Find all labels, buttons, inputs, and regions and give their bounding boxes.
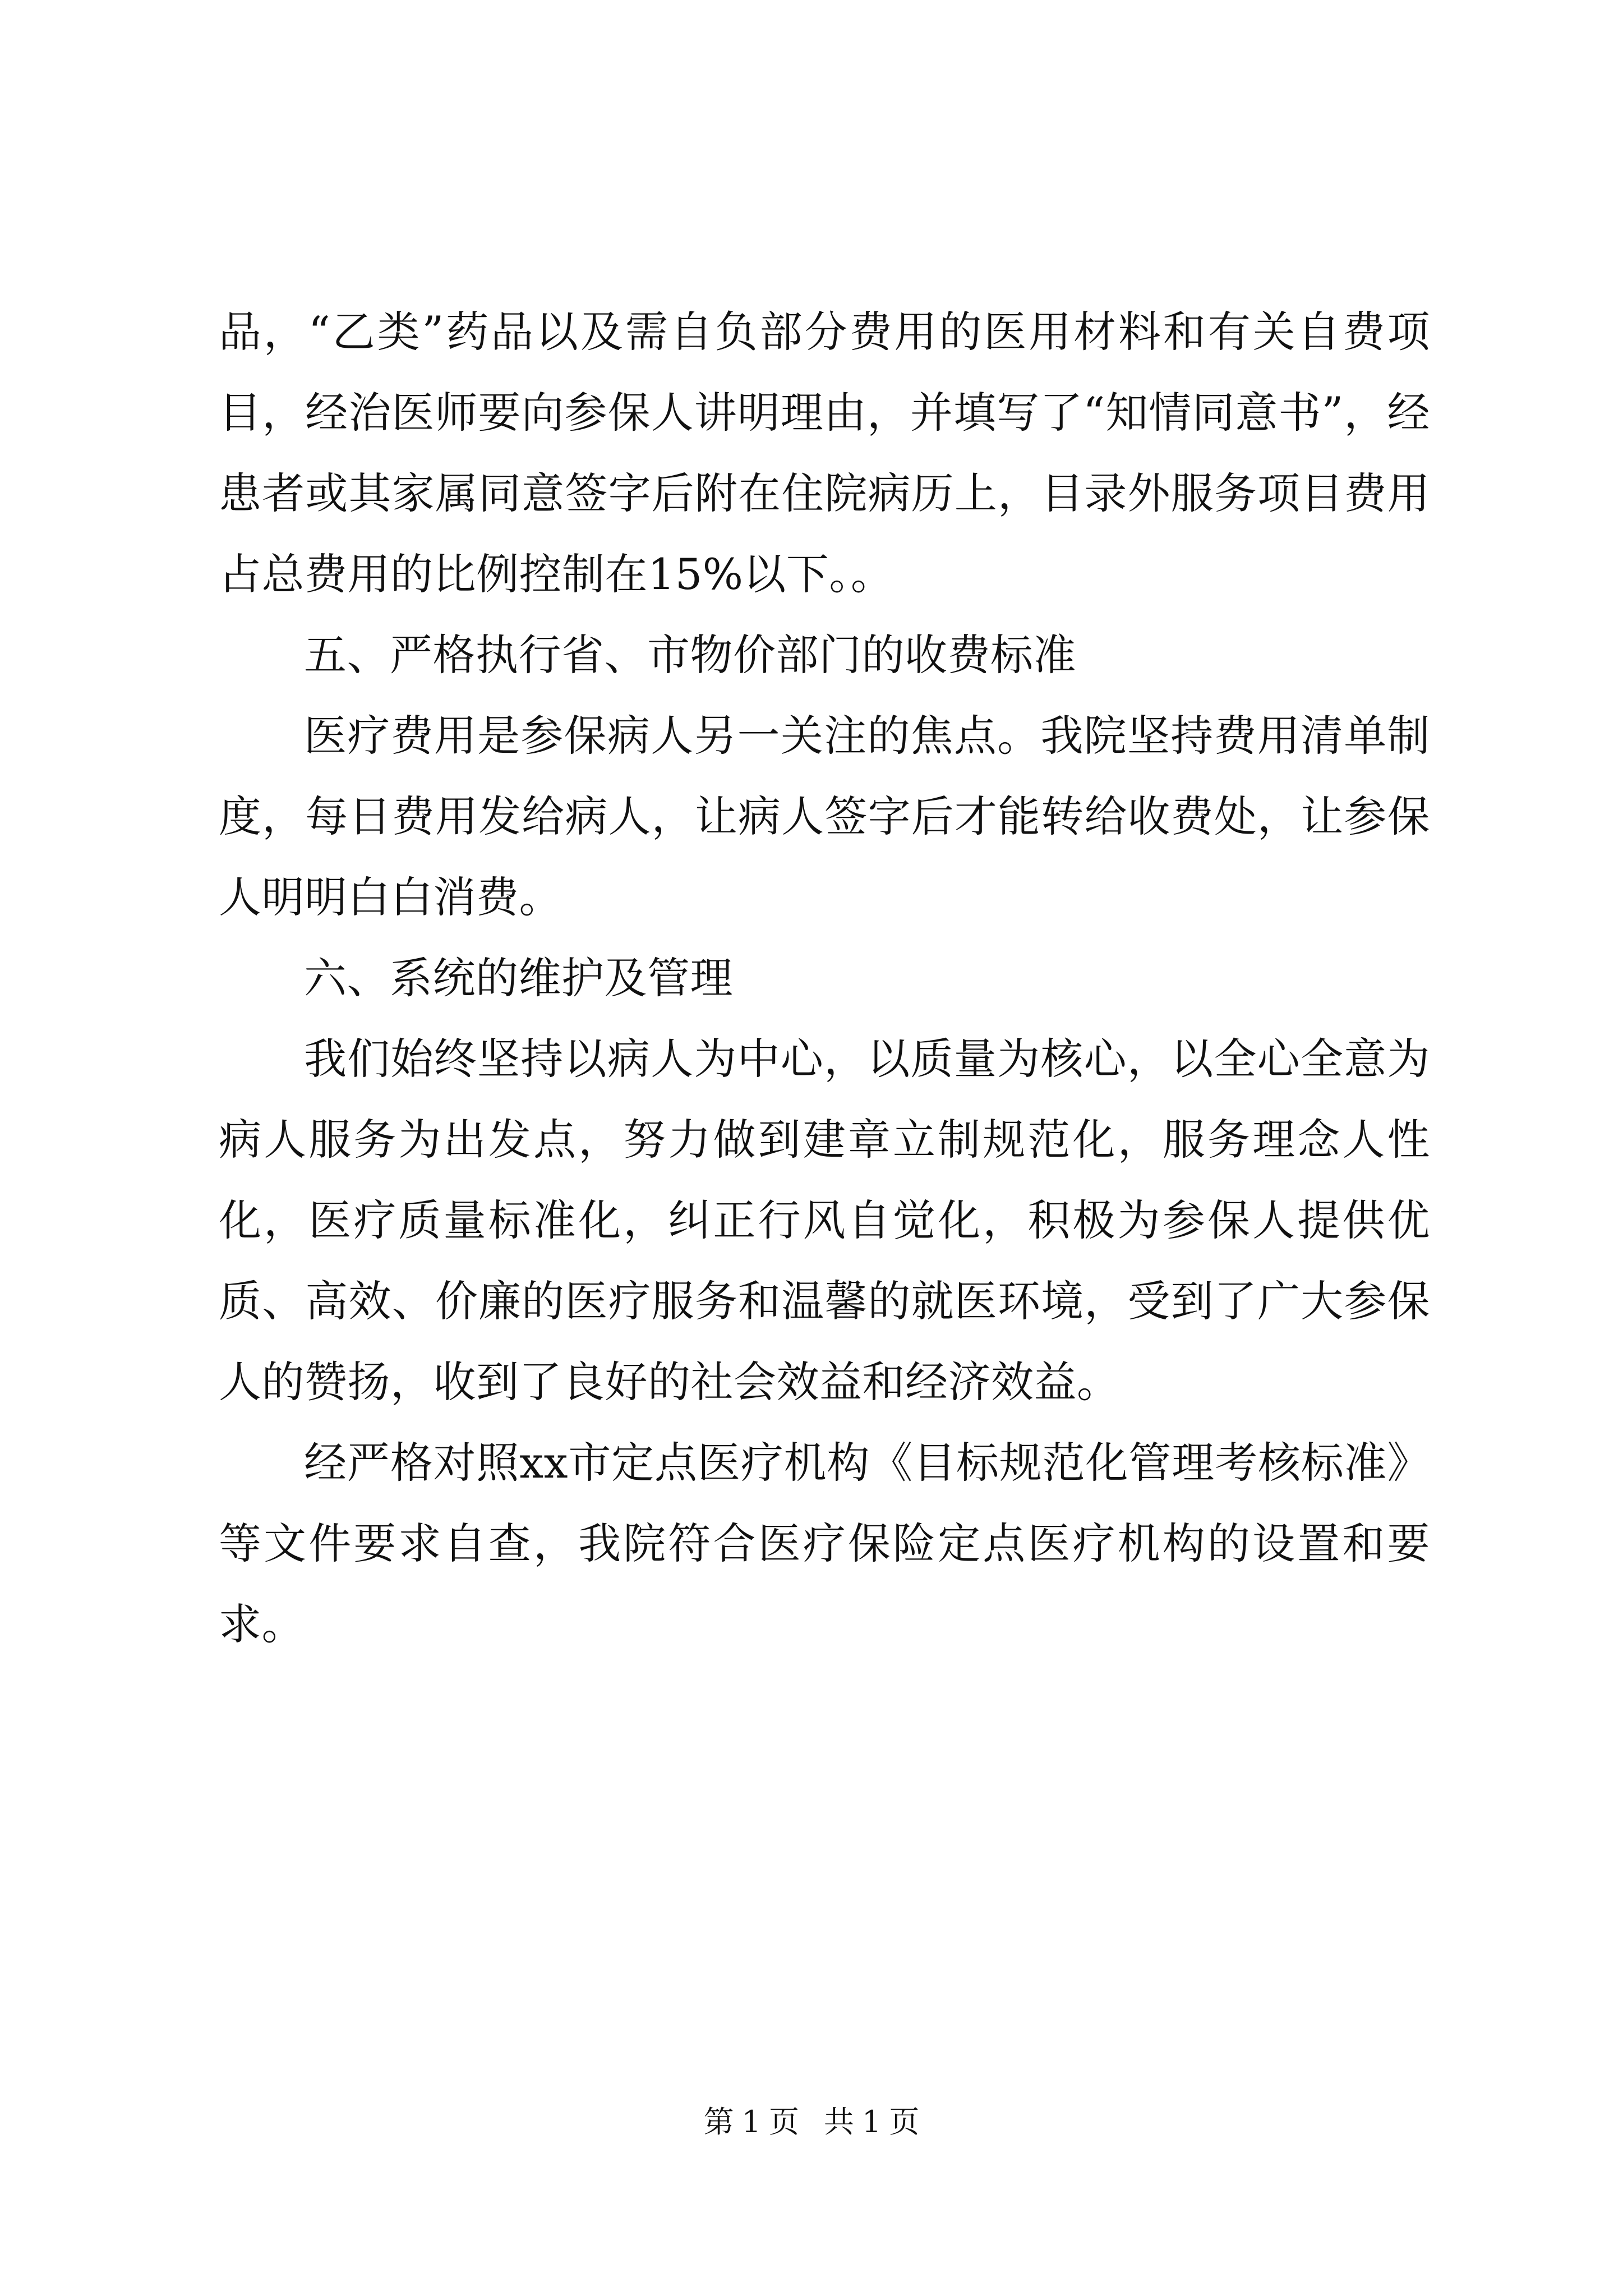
document-body — [219, 292, 1430, 1665]
paragraph-medical-fees: 医疗费用是参保病人另一关注的焦点。我院坚持费用清单制度，每日费用发给病人，让病人签字后才能转给收费处，让参保人明明白白消费。 — [219, 711, 1430, 922]
footer-total-unit: 页 — [889, 2104, 920, 2139]
section-heading-six: 六、系统的维护及管理 — [304, 953, 733, 1003]
paragraph-patient-centered: 我们始终坚持以病人为中心，以质量为核心，以全心全意为病人服务为出发点，努力做到建章立制规范化，服务理念人性化，医疗质量标准化，纠正行风自觉化，积极为参保人提供优质、高效、价廉的医疗服务和温馨的就医环境，受到了广大参保人的赞扬，收到了良好的社会效益和经济效益。 — [219, 1034, 1430, 1407]
footer-total-pages: 1 — [862, 2104, 882, 2139]
paragraph-continuation: 品，“乙类”药品以及需自负部分费用的医用材料和有关自费项目，经治医师要向参保人讲明理由，并填写了“知情同意书”，经患者或其家属同意签字后附在住院病历上，目录外服务项目费用占总费用的比例控制在15%以下。。 — [219, 307, 1430, 599]
footer-page-unit: 页 — [769, 2104, 799, 2139]
footer-total-prefix: 共 — [824, 2104, 854, 2139]
footer-page-prefix: 第 — [703, 2104, 734, 2139]
footer-page-number: 1 — [741, 2104, 761, 2139]
section-heading-five: 五、严格执行省、市物价部门的收费标准 — [304, 630, 1076, 680]
page-footer — [0, 2102, 1623, 2142]
paragraph-conclusion: 经严格对照xx市定点医疗机构《目标规范化管理考核标准》等文件要求自查，我院符合医疗保险定点医疗机构的设置和要求。 — [219, 1438, 1430, 1649]
